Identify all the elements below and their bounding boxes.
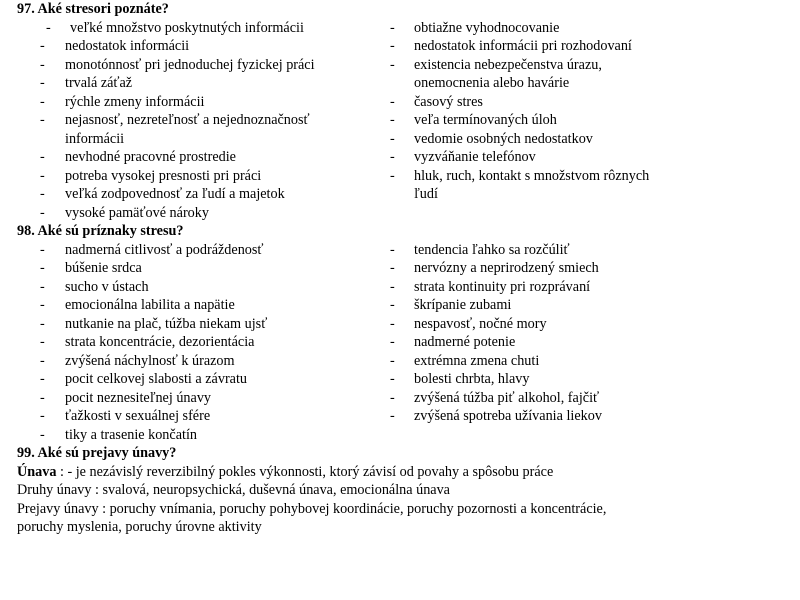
list-row (17, 278, 787, 297)
bullet-dash: - (390, 334, 395, 350)
list-item-left: emocionálna labilita a napätie (65, 297, 235, 313)
q98-list (17, 241, 787, 445)
bullet-dash: - (46, 19, 51, 36)
list-item-right: bolesti chrbta, hlavy (414, 371, 530, 387)
list-item-left: nutkanie na plač, túžba niekam ujsť (65, 315, 268, 332)
list-row (17, 259, 787, 278)
list-row (17, 426, 787, 445)
bullet-dash: - (390, 112, 395, 128)
list-row (17, 296, 787, 315)
list-row (17, 315, 787, 334)
list-row (17, 111, 787, 130)
list-item-right: zvýšená spotreba užívania liekov (414, 408, 602, 424)
list-row (17, 74, 787, 93)
list-row (17, 130, 787, 149)
bullet-dash: - (40, 389, 45, 406)
list-row (17, 19, 787, 38)
bullet-dash: - (40, 315, 45, 332)
q97-list (17, 19, 787, 223)
bullet-dash: - (390, 315, 395, 332)
list-item-right: obtiažne vyhodnocovanie (414, 19, 560, 36)
q99-heading: 99. Aké sú prejavy únavy? (17, 445, 177, 461)
bullet-dash: - (40, 352, 45, 369)
list-item-left: veľká zodpovednosť za ľudí a majetok (65, 186, 285, 202)
prejavy-unavy-line-1: Prejavy únavy : poruchy vnímania, poruchy pohybovej koordinácie, poruchy pozornosti a koncentrácie, (17, 500, 607, 517)
list-item-right: tendencia ľahko sa rozčúliť (414, 241, 570, 258)
list-item-right: veľa termínovaných úloh (414, 112, 557, 128)
bullet-dash: - (40, 278, 45, 295)
bullet-dash: - (390, 260, 395, 276)
bullet-dash: - (40, 112, 45, 128)
bullet-dash: - (390, 352, 395, 369)
bullet-dash: - (390, 167, 395, 184)
bullet-dash: - (40, 167, 45, 184)
list-row (17, 352, 787, 371)
list-item-left: nedostatok informácii (65, 38, 190, 54)
list-item-left: strata koncentrácie, dezorientácia (65, 334, 255, 350)
list-item-left: informácii (65, 130, 125, 147)
unava-text: : - je nezávislý reverzibilný pokles výkonnosti, ktorý závisí od povahy a spôsobu práce (56, 463, 554, 480)
bullet-dash: - (390, 241, 395, 258)
bullet-dash: - (390, 149, 395, 165)
bullet-dash: - (40, 408, 45, 424)
list-item-left: vysoké pamäťové nároky (65, 204, 209, 221)
unava-definition (17, 463, 787, 482)
bullet-dash: - (40, 371, 45, 387)
bullet-dash: - (40, 186, 45, 202)
list-item-right: vyzváňanie telefónov (414, 149, 536, 165)
bullet-dash: - (40, 93, 45, 110)
list-row (17, 167, 787, 186)
list-item-left: sucho v ústach (65, 278, 149, 295)
list-item-right: škrípanie zubami (414, 297, 512, 313)
list-item-right: nervózny a neprirodzený smiech (414, 260, 599, 276)
list-item-right: onemocnenia alebo havárie (414, 75, 570, 91)
list-item-right: vedomie osobných nedostatkov (414, 130, 593, 147)
list-item-left: rýchle zmeny informácii (65, 93, 205, 110)
unava-label: Únava (17, 463, 57, 480)
list-item-right: nadmerné potenie (414, 334, 516, 350)
q98-heading: 98. Aké sú príznaky stresu? (17, 223, 184, 239)
document-page (17, 0, 787, 537)
list-row (17, 93, 787, 112)
list-item-left: búšenie srdca (65, 260, 142, 276)
list-row (17, 148, 787, 167)
bullet-dash: - (40, 260, 45, 276)
list-item-right: nedostatok informácii pri rozhodovaní (414, 38, 632, 54)
bullet-dash: - (390, 56, 395, 73)
list-item-left: nadmerná citlivosť a podráždenosť (65, 241, 264, 258)
list-row (17, 389, 787, 408)
list-item-left: potreba vysokej presnosti pri práci (65, 167, 262, 184)
list-item-left: monotónnosť pri jednoduchej fyzickej práci (65, 56, 315, 73)
bullet-dash: - (40, 75, 45, 91)
list-item-right: extrémna zmena chuti (414, 352, 540, 369)
list-item-right: existencia nebezpečenstva úrazu, (414, 56, 602, 73)
prejavy-unavy-line-2: poruchy myslenia, poruchy úrovne aktivity (17, 519, 262, 535)
bullet-dash: - (390, 297, 395, 313)
list-item-left: trvalá záťaž (65, 75, 133, 91)
bullet-dash: - (390, 408, 395, 424)
list-item-right: ľudí (414, 186, 438, 202)
list-row (17, 204, 787, 223)
bullet-dash: - (390, 389, 395, 406)
bullet-dash: - (40, 149, 45, 165)
list-item-left: nevhodné pracovné prostredie (65, 149, 236, 165)
bullet-dash: - (390, 38, 395, 54)
list-item-left: pocit celkovej slabosti a závratu (65, 371, 248, 387)
list-item-right: hluk, ruch, kontakt s množstvom rôznych (414, 167, 650, 184)
list-row (17, 185, 787, 204)
list-row (17, 407, 787, 426)
list-item-right: nespavosť, nočné mory (414, 315, 547, 332)
list-row (17, 241, 787, 260)
list-row (17, 37, 787, 56)
bullet-dash: - (390, 371, 395, 387)
list-row (17, 370, 787, 389)
list-row (17, 333, 787, 352)
list-item-right: strata kontinuity pri rozprávaní (414, 278, 591, 295)
list-item-left: pocit neznesiteľnej únavy (65, 389, 212, 406)
bullet-dash: - (40, 204, 45, 221)
bullet-dash: - (390, 19, 395, 36)
bullet-dash: - (40, 38, 45, 54)
list-item-right: časový stres (414, 93, 483, 110)
bullet-dash: - (40, 56, 45, 73)
list-item-left: veľké množstvo poskytnutých informácii (70, 19, 304, 36)
bullet-dash: - (390, 278, 395, 295)
list-item-left: ťažkosti v sexuálnej sfére (65, 408, 211, 424)
bullet-dash: - (40, 426, 45, 443)
bullet-dash: - (40, 241, 45, 258)
list-item-left: nejasnosť, nezreteľnosť a nejednoznačnosť (65, 112, 310, 128)
bullet-dash: - (390, 130, 395, 147)
bullet-dash: - (390, 93, 395, 110)
list-item-left: tiky a trasenie končatín (65, 426, 197, 443)
bullet-dash: - (40, 334, 45, 350)
druhy-unavy: Druhy únavy : svalová, neuropsychická, duševná únava, emocionálna únava (17, 482, 450, 498)
list-item-right: zvýšená túžba piť alkohol, fajčiť (414, 389, 600, 406)
list-row (17, 56, 787, 75)
bullet-dash: - (40, 297, 45, 313)
q97-heading: 97. Aké stresori poznáte? (17, 1, 169, 17)
list-item-left: zvýšená náchylnosť k úrazom (65, 352, 235, 369)
